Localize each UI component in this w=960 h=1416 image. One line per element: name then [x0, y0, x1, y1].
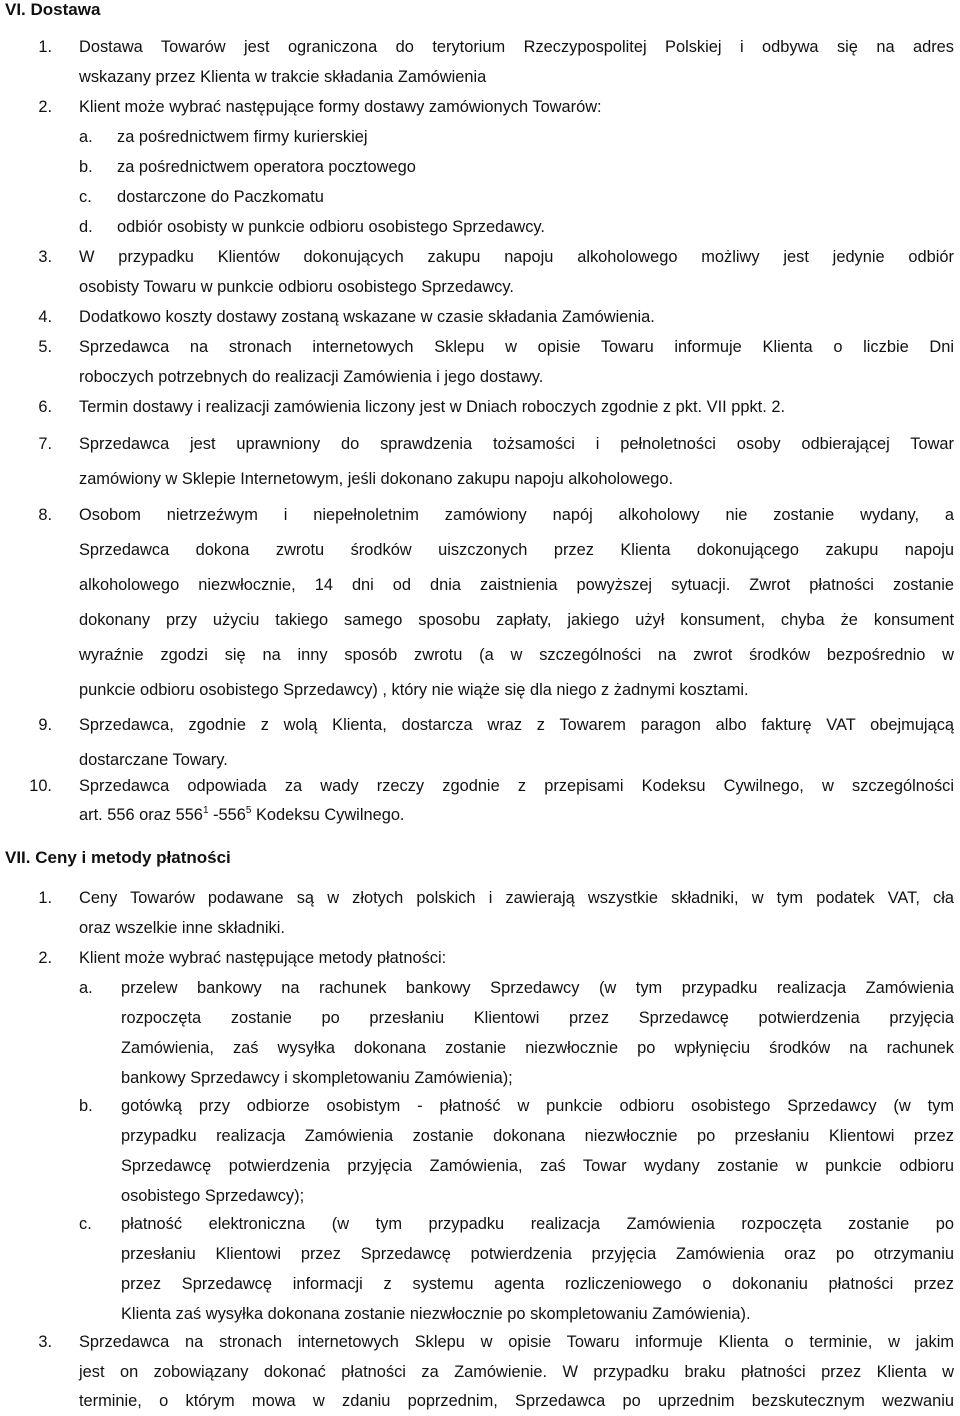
list-number: 5. — [38, 338, 52, 356]
list-number: 1. — [38, 38, 52, 56]
sublist-letter: b. — [79, 158, 93, 176]
list-number: 3. — [38, 1333, 52, 1351]
paragraph-line: Osobom nietrzeźwym i niepełnoletnim zamówiony napój alkoholowy nie zostanie wydany, a — [79, 506, 954, 524]
text-run: art. 556 oraz 556 — [79, 806, 203, 824]
paragraph-line: Klient może wybrać następujące metody płatności: — [79, 949, 447, 967]
text-run: -556 — [208, 806, 246, 824]
paragraph-line: Sprzedawca, zgodnie z wolą Klienta, dostarcza wraz z Towarem paragon albo fakturę VAT obejmującą — [79, 716, 954, 734]
list-number: 2. — [38, 98, 52, 116]
sublist-line: osobistego Sprzedawcy); — [121, 1187, 305, 1205]
sublist-line: przelew bankowy na rachunek bankowy Sprzedawcy (w tym przypadku realizacja Zamówienia — [121, 979, 954, 997]
sublist-letter: a. — [79, 128, 93, 146]
sublist-item: odbiór osobisty w punkcie odbioru osobistego Sprzedawcy. — [117, 218, 545, 236]
paragraph-line: zamówiony w Sklepie Internetowym, jeśli dokonano zakupu napoju alkoholowego. — [79, 470, 674, 488]
list-number: 8. — [38, 506, 52, 524]
paragraph-line: terminie, o którym mowa w zdaniu poprzednim, Sprzedawca po uprzednim bezskutecznym wezwaniu — [79, 1392, 954, 1410]
paragraph-line: Sprzedawca jest uprawniony do sprawdzenia tożsamości i pełnoletności osoby odbierającej Towar — [79, 435, 954, 453]
sublist-letter: c. — [79, 188, 92, 206]
paragraph-line: Sprzedawca odpowiada za wady rzeczy zgodnie z przepisami Kodeksu Cywilnego, w szczególności — [79, 777, 954, 795]
sublist-letter: d. — [79, 218, 93, 236]
superscript: 5 — [245, 805, 252, 816]
paragraph-line: osobisty Towaru w punkcie odbioru osobistego Sprzedawcy. — [79, 278, 514, 296]
paragraph-line: Klient może wybrać następujące formy dostawy zamówionych Towarów: — [79, 98, 602, 116]
paragraph-line: dokonany przy użyciu takiego samego sposobu zapłaty, jakiego użył konsument, chyba że konsument — [79, 611, 954, 629]
list-number: 10. — [29, 777, 52, 795]
paragraph-line: Sprzedawca na stronach internetowych Sklepu w opisie Towaru informuje Klienta o liczbie Dni — [79, 338, 954, 356]
list-number: 7. — [38, 435, 52, 453]
sublist-line: Zamówienia, zaś wysyłka dokonana zostanie niezwłocznie po wpłynięciu środków na rachunek — [121, 1039, 954, 1057]
text-run: Kodeksu Cywilnego. — [251, 806, 405, 824]
paragraph-line: jest on zobowiązany dokonać płatności za Zamówienie. W przypadku braku płatności przez Klienta w — [79, 1363, 954, 1381]
sublist-item: dostarczone do Paczkomatu — [117, 188, 324, 206]
paragraph-line: Dodatkowo koszty dostawy zostaną wskazane w czasie składania Zamówienia. — [79, 308, 655, 326]
list-number: 2. — [38, 949, 52, 967]
sublist-letter: b. — [79, 1097, 93, 1115]
paragraph-line: wskazany przez Klienta w trakcie składania Zamówienia — [79, 68, 487, 86]
paragraph-line: Ceny Towarów podawane są w złotych polskich i zawierają wszystkie składniki, w tym podatek VAT, cła — [79, 889, 954, 907]
section-heading-prices: VII. Ceny i metody płatności — [5, 848, 231, 867]
list-number: 9. — [38, 716, 52, 734]
list-number: 4. — [38, 308, 52, 326]
superscript: 1 — [202, 805, 209, 816]
paragraph-line: dostarczane Towary. — [79, 751, 228, 769]
paragraph-line: W przypadku Klientów dokonujących zakupu napoju alkoholowego możliwy jest jedynie odbiór — [79, 248, 954, 266]
paragraph-line: Sprzedawca na stronach internetowych Sklepu w opisie Towaru informuje Klienta o terminie, w jakim — [79, 1333, 954, 1351]
sublist-line: przez Sprzedawcę informacji z systemu agenta rozliczeniowego o dokonaniu płatności przez — [121, 1275, 954, 1293]
list-number: 3. — [38, 248, 52, 266]
sublist-line: Sprzedawcę potwierdzenia przyjęcia Zamówienia, zaś Towar wydany zostanie w punkcie odbioru — [121, 1157, 954, 1175]
sublist-line: bankowy Sprzedawcy i skompletowaniu Zamówienia); — [121, 1069, 513, 1087]
paragraph-line-with-superscripts — [79, 806, 954, 825]
list-number: 1. — [38, 889, 52, 907]
section-heading-delivery: VI. Dostawa — [5, 0, 101, 19]
sublist-line: przesłaniu Klientowi przez Sprzedawcę potwierdzenia przyjęcia Zamówienia oraz po otrzymaniu — [121, 1245, 954, 1263]
sublist-letter: c. — [79, 1215, 92, 1233]
paragraph-line: roboczych potrzebnych do realizacji Zamówienia i jego dostawy. — [79, 368, 544, 386]
sublist-line: Klienta zaś wysyłka dokonana zostanie niezwłocznie po skompletowaniu Zamówienia). — [121, 1305, 751, 1323]
sublist-item: za pośrednictwem operatora pocztowego — [117, 158, 416, 176]
paragraph-line: Termin dostawy i realizacji zamówienia liczony jest w Dniach roboczych zgodnie z pkt. VII ppkt. 2. — [79, 398, 786, 416]
paragraph-line: punkcie odbioru osobistego Sprzedawcy) , który nie wiąże się dla niego z żadnymi kosztami. — [79, 681, 749, 699]
sublist-line: gotówką przy odbiorze osobistym - płatność w punkcie odbioru osobistego Sprzedawcy (w tym — [121, 1097, 954, 1115]
sublist-item: za pośrednictwem firmy kurierskiej — [117, 128, 368, 146]
sublist-letter: a. — [79, 979, 93, 997]
paragraph-line: alkoholowego niezwłocznie, 14 dni od dnia zaistnienia powyższej sytuacji. Zwrot płatności zostanie — [79, 576, 954, 594]
paragraph-line: oraz wszelkie inne składniki. — [79, 919, 285, 937]
sublist-line: przypadku realizacja Zamówienia zostanie dokonana niezwłocznie po przesłaniu Klientowi przez — [121, 1127, 954, 1145]
sublist-line: rozpoczęta zostanie po przesłaniu Klientowi przez Sprzedawcę potwierdzenia przyjęcia — [121, 1009, 954, 1027]
list-number: 6. — [38, 398, 52, 416]
paragraph-line: wyraźnie zgodzi się na inny sposób zwrotu (a w szczególności na zwrot środków bezpośrednio w — [79, 646, 954, 664]
sublist-line: płatność elektroniczna (w tym przypadku realizacja Zamówienia rozpoczęta zostanie po — [121, 1215, 954, 1233]
paragraph-line: Sprzedawca dokona zwrotu środków uiszczonych przez Klienta dokonującego zakupu napoju — [79, 541, 954, 559]
paragraph-line: Dostawa Towarów jest ograniczona do terytorium Rzeczypospolitej Polskiej i odbywa się na adres — [79, 38, 954, 56]
